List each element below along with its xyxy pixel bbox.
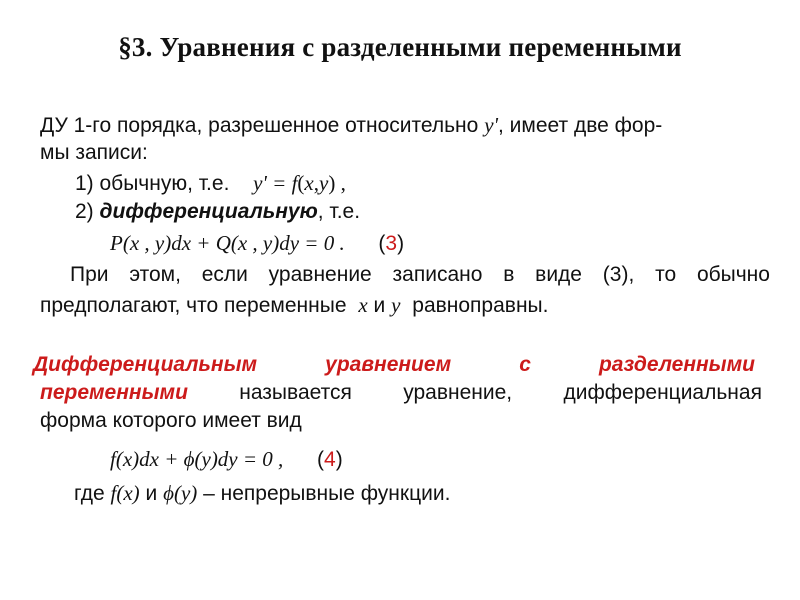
item-2-term: дифференциальную (99, 200, 318, 223)
word: называется (239, 381, 352, 404)
definition-term: переменными (40, 381, 188, 404)
word: (3), (602, 263, 635, 286)
word: Дифференциальным (33, 353, 258, 376)
item-1 (75, 170, 346, 197)
text: и (145, 482, 158, 505)
var-x: x (358, 293, 368, 317)
p1-line1 (40, 112, 770, 139)
where-line (74, 480, 450, 507)
formula-3: P(x , y)dx + Q(x , y)dy = 0 . (110, 231, 345, 255)
word: с (519, 353, 531, 376)
definition-line1 (33, 352, 755, 378)
text: где (74, 482, 105, 505)
word: разделенными (598, 353, 755, 376)
formula-3-line (110, 230, 404, 257)
word: в (503, 263, 515, 286)
equation-ref-3: (3) (378, 232, 405, 255)
text: и (373, 294, 386, 317)
p1-line2: мы записи: (40, 141, 148, 164)
func-phi: ϕ(y) (163, 481, 198, 505)
item-2 (75, 199, 360, 225)
word: уравнением (325, 353, 452, 376)
word: если (201, 263, 248, 286)
word: этом, (129, 263, 181, 286)
word: При (70, 263, 109, 286)
func-f: f(x) (110, 481, 140, 505)
text: , имеет две фор- (498, 114, 663, 137)
definition-line3: форма которого имеет вид (40, 409, 302, 432)
text: – непрерывные функции. (203, 482, 451, 505)
text: равноправны. (412, 294, 549, 317)
word: виде (535, 263, 582, 286)
text: предполагают, что переменные (40, 294, 347, 317)
var-y: y (391, 293, 401, 317)
slide-title: §3. Уравнения с разделенными переменными (118, 32, 682, 62)
item-1-label: 1) обычную, т.е. (75, 172, 230, 195)
formula-1: y' = f(x,y) , (253, 171, 346, 195)
word: записано (392, 263, 483, 286)
equation-ref-4: (4) (317, 448, 343, 471)
text: ДУ 1-го порядка, разрешенное относительно (40, 114, 479, 137)
text: , т.е. (317, 200, 361, 223)
word: уравнение, (403, 381, 513, 404)
word: дифференциальная (563, 381, 762, 404)
math-y-prime: y' (484, 113, 498, 137)
item-2-number: 2) (75, 200, 94, 223)
formula-4-line (110, 446, 343, 473)
definition-line2 (40, 380, 762, 406)
word: обычно (696, 263, 770, 286)
word: то (655, 263, 677, 286)
formula-4: f(x)dx + ϕ(y)dy = 0 , (110, 447, 284, 471)
word: уравнение (268, 263, 372, 286)
p2-line1 (70, 262, 770, 288)
p2-line2 (40, 292, 548, 319)
